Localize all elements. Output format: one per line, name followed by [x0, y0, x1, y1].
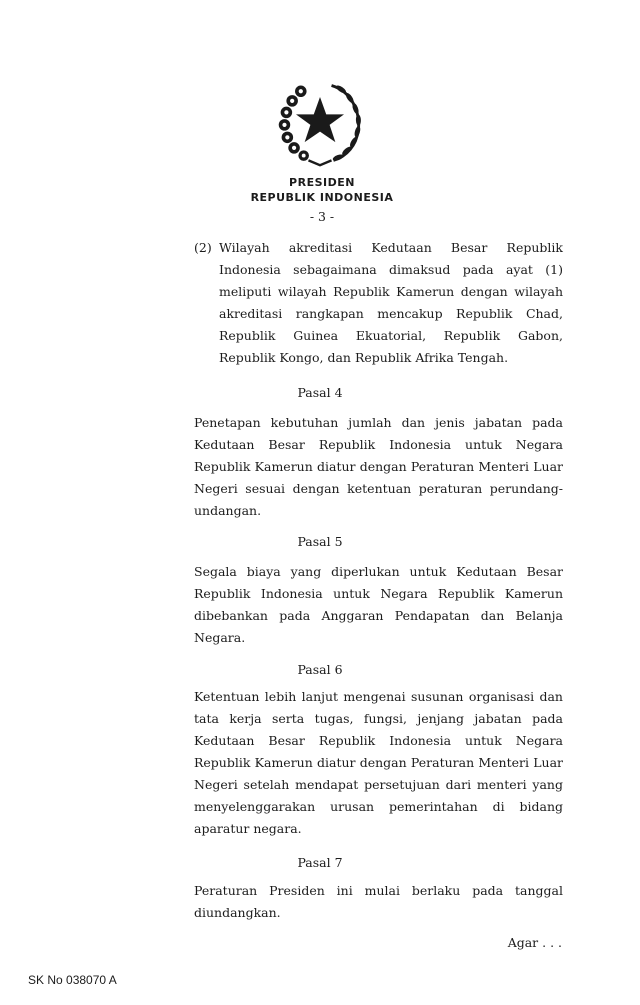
- clause-text: Wilayah akreditasi Kedutaan Besar Republik Indonesia sebagaimana dimaksud pada ayat (1) meliputi wilayah Republik Kamerun dengan wilayah akreditasi rangkapan mencakup Republik Chad, Republik Guinea Ekuatorial, Republik Gabon, Republik Kongo, dan Republik Afrika Tengah.: [219, 240, 563, 365]
- article-text: Peraturan Presiden ini mulai berlaku pada tanggal diundangkan.: [194, 883, 563, 920]
- article-text: Ketentuan lebih lanjut mengenai susunan organisasi dan tata kerja serta tugas, fungsi, jenjang jabatan pada Kedutaan Besar Republik Indonesia untuk Negara Republik Kamerun diatur dengan Peraturan Menteri Luar Negeri setelah mendapat persetujuan dari menteri yang menyelenggarakan urusan pemerintahan di bidang aparatur negara.: [194, 689, 563, 836]
- article-text: Penetapan kebutuhan jumlah dan jenis jabatan pada Kedutaan Besar Republik Indonesia untuk Negara Republik Kamerun diatur dengan Peraturan Menteri Luar Negeri sesuai dengan ketentuan peraturan perundang-undangan.: [194, 415, 563, 518]
- article-heading: Pasal 5: [297, 534, 343, 549]
- article-heading: Pasal 4: [297, 385, 343, 400]
- continuation-text: Agar . . .: [507, 935, 562, 950]
- clause-number: (2): [194, 240, 212, 255]
- clause-item: [194, 237, 563, 369]
- document-serial-code: SK No 038070 A: [28, 973, 117, 987]
- presidential-emblem-icon: [272, 74, 368, 170]
- header-title-line2: REPUBLIK INDONESIA: [250, 191, 394, 204]
- article-heading: Pasal 7: [297, 855, 343, 870]
- article-heading: Pasal 6: [297, 662, 343, 677]
- article-text: Segala biaya yang diperlukan untuk Kedutaan Besar Republik Indonesia untuk Negara Republik Kamerun dibebankan pada Anggaran Pendapatan dan Belanja Negara.: [194, 564, 563, 645]
- page-number: - 3 -: [309, 209, 335, 224]
- header-title-line1: PRESIDEN: [289, 176, 355, 189]
